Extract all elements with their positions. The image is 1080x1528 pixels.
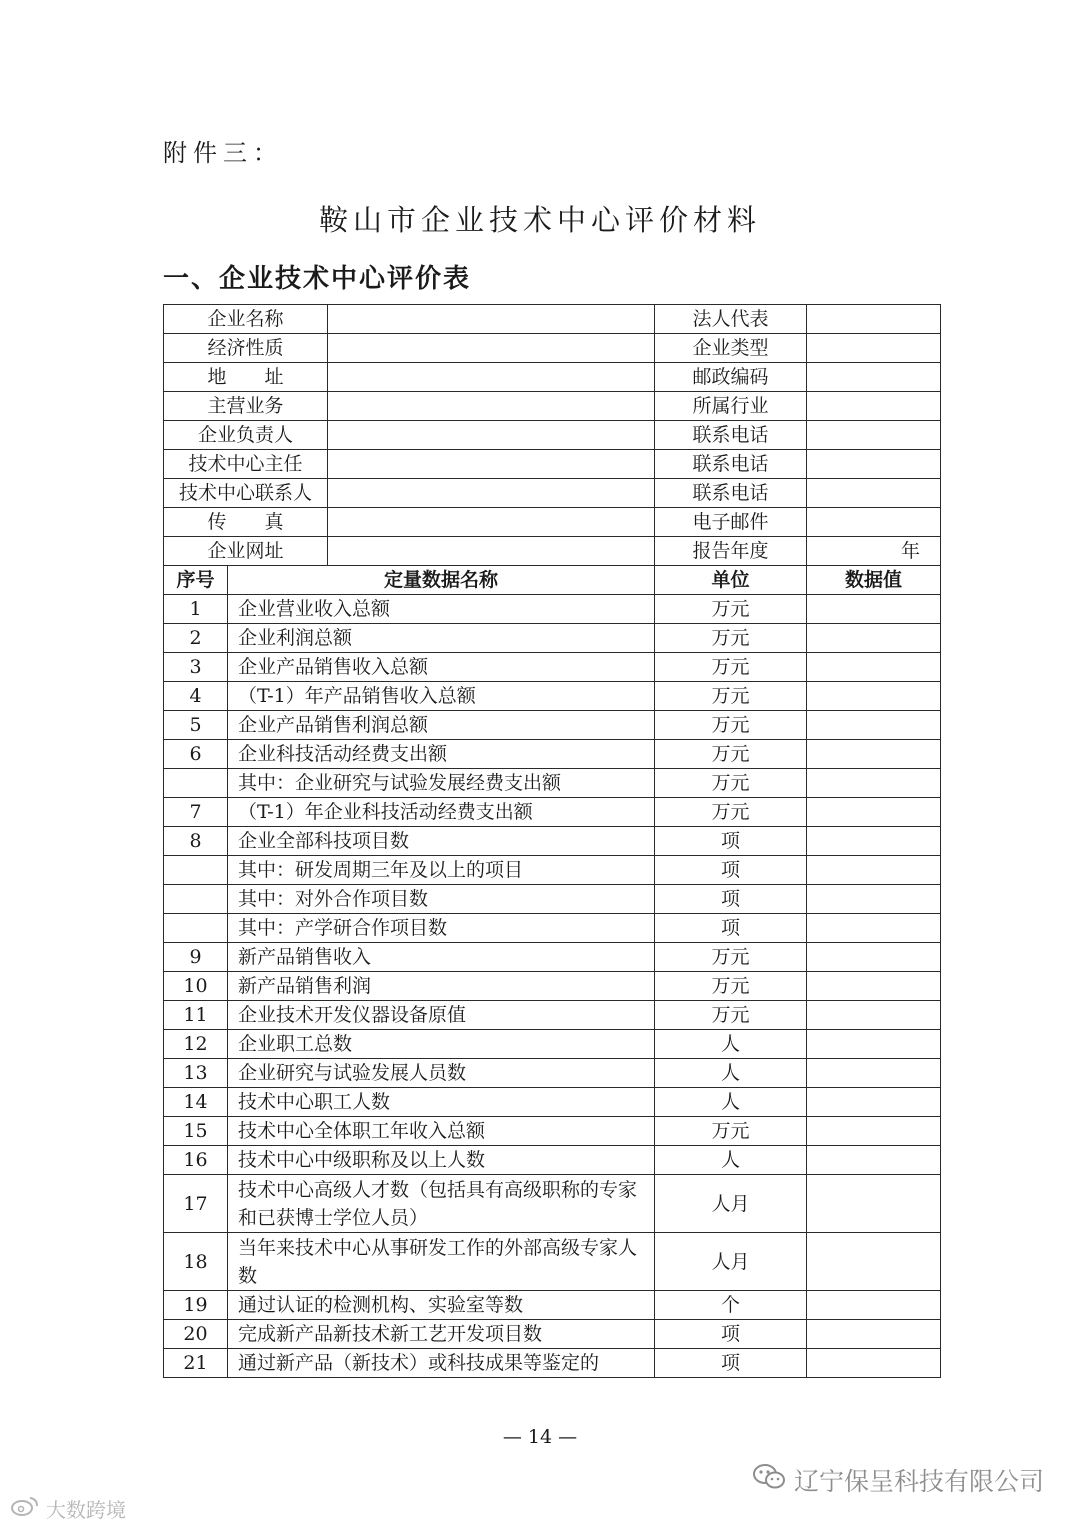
row-unit: 万元 bbox=[655, 1001, 807, 1030]
header-no: 序号 bbox=[164, 566, 228, 595]
row-number bbox=[164, 769, 228, 798]
header-value: 数据值 bbox=[807, 566, 941, 595]
row-name: 企业产品销售收入总额 bbox=[228, 653, 655, 682]
info-label: 传 真 bbox=[164, 508, 328, 537]
data-row bbox=[164, 856, 941, 885]
row-unit: 万元 bbox=[655, 769, 807, 798]
info-row bbox=[164, 363, 941, 392]
attachment-label: 附件三： bbox=[163, 139, 283, 167]
row-value-field[interactable] bbox=[807, 827, 941, 856]
info-value-field[interactable] bbox=[328, 392, 655, 421]
row-number: 14 bbox=[164, 1088, 228, 1117]
info-value-field[interactable] bbox=[328, 479, 655, 508]
data-row bbox=[164, 827, 941, 856]
row-unit: 万元 bbox=[655, 682, 807, 711]
row-number: 9 bbox=[164, 943, 228, 972]
info-value-field[interactable] bbox=[328, 305, 655, 334]
row-name: 企业利润总额 bbox=[228, 624, 655, 653]
row-value-field[interactable] bbox=[807, 798, 941, 827]
data-row bbox=[164, 682, 941, 711]
data-row bbox=[164, 1349, 941, 1378]
data-row bbox=[164, 972, 941, 1001]
row-value-field[interactable] bbox=[807, 1059, 941, 1088]
row-value-field[interactable] bbox=[807, 624, 941, 653]
row-number: 8 bbox=[164, 827, 228, 856]
row-number: 11 bbox=[164, 1001, 228, 1030]
row-name: 企业全部科技项目数 bbox=[228, 827, 655, 856]
row-unit: 人月 bbox=[655, 1233, 807, 1291]
data-row bbox=[164, 1175, 941, 1233]
row-value-field[interactable] bbox=[807, 595, 941, 624]
info-label: 技术中心联系人 bbox=[164, 479, 328, 508]
row-unit: 项 bbox=[655, 914, 807, 943]
info-row bbox=[164, 450, 941, 479]
row-value-field[interactable] bbox=[807, 1291, 941, 1320]
data-row bbox=[164, 1320, 941, 1349]
row-value-field[interactable] bbox=[807, 682, 941, 711]
row-value-field[interactable] bbox=[807, 885, 941, 914]
row-unit: 万元 bbox=[655, 595, 807, 624]
info-row bbox=[164, 421, 941, 450]
info-value-field[interactable] bbox=[328, 450, 655, 479]
info-label: 地 址 bbox=[164, 363, 328, 392]
row-name: 企业营业收入总额 bbox=[228, 595, 655, 624]
info-row bbox=[164, 392, 941, 421]
info-section bbox=[164, 305, 941, 566]
info-value-field[interactable] bbox=[328, 537, 655, 566]
row-name: 新产品销售利润 bbox=[228, 972, 655, 1001]
data-row bbox=[164, 1059, 941, 1088]
row-name: 其中：研发周期三年及以上的项目 bbox=[228, 856, 655, 885]
row-number: 15 bbox=[164, 1117, 228, 1146]
row-unit: 万元 bbox=[655, 972, 807, 1001]
row-number: 13 bbox=[164, 1059, 228, 1088]
row-value-field[interactable] bbox=[807, 740, 941, 769]
row-number: 5 bbox=[164, 711, 228, 740]
row-number bbox=[164, 856, 228, 885]
info-label: 所属行业 bbox=[655, 392, 807, 421]
row-number bbox=[164, 885, 228, 914]
row-unit: 万元 bbox=[655, 1117, 807, 1146]
row-unit: 万元 bbox=[655, 653, 807, 682]
page-number: — 14 — bbox=[502, 1426, 578, 1448]
row-name: 企业研究与试验发展人员数 bbox=[228, 1059, 655, 1088]
data-row bbox=[164, 769, 941, 798]
info-value-field[interactable] bbox=[328, 334, 655, 363]
row-number: 10 bbox=[164, 972, 228, 1001]
row-number: 6 bbox=[164, 740, 228, 769]
row-value-field[interactable] bbox=[807, 972, 941, 1001]
info-label: 联系电话 bbox=[655, 479, 807, 508]
evaluation-table bbox=[163, 304, 941, 1378]
row-number: 21 bbox=[164, 1349, 228, 1378]
row-value-field[interactable] bbox=[807, 1030, 941, 1059]
row-name: 技术中心高级人才数（包括具有高级职称的专家和已获博士学位人员） bbox=[228, 1175, 655, 1233]
row-name: 其中：企业研究与试验发展经费支出额 bbox=[228, 769, 655, 798]
info-label: 邮政编码 bbox=[655, 363, 807, 392]
header-name: 定量数据名称 bbox=[228, 566, 655, 595]
data-row bbox=[164, 943, 941, 972]
row-value-field[interactable] bbox=[807, 1001, 941, 1030]
data-row bbox=[164, 624, 941, 653]
row-value-field[interactable] bbox=[807, 1146, 941, 1175]
row-number: 12 bbox=[164, 1030, 228, 1059]
document-title: 鞍山市企业技术中心评价材料 bbox=[318, 203, 761, 237]
info-label: 报告年度 bbox=[655, 537, 807, 566]
info-value-field[interactable] bbox=[807, 479, 941, 508]
data-row bbox=[164, 798, 941, 827]
row-value-field[interactable] bbox=[807, 1088, 941, 1117]
info-row bbox=[164, 305, 941, 334]
info-value-field[interactable] bbox=[807, 450, 941, 479]
row-unit: 万元 bbox=[655, 740, 807, 769]
row-unit: 人 bbox=[655, 1146, 807, 1175]
row-name: （T-1）年企业科技活动经费支出额 bbox=[228, 798, 655, 827]
row-name: 技术中心中级职称及以上人数 bbox=[228, 1146, 655, 1175]
row-name: 其中：产学研合作项目数 bbox=[228, 914, 655, 943]
data-section bbox=[164, 566, 941, 1378]
watermark-left-text: 大数跨境 bbox=[46, 1498, 126, 1522]
info-label: 技术中心主任 bbox=[164, 450, 328, 479]
row-name: 企业产品销售利润总额 bbox=[228, 711, 655, 740]
row-value-field[interactable] bbox=[807, 914, 941, 943]
info-label: 企业负责人 bbox=[164, 421, 328, 450]
info-label: 主营业务 bbox=[164, 392, 328, 421]
row-unit: 项 bbox=[655, 856, 807, 885]
row-number: 20 bbox=[164, 1320, 228, 1349]
wechat-icon bbox=[752, 1463, 786, 1497]
row-unit: 人月 bbox=[655, 1175, 807, 1233]
row-unit: 万元 bbox=[655, 798, 807, 827]
info-label: 企业网址 bbox=[164, 537, 328, 566]
data-row bbox=[164, 1088, 941, 1117]
data-row bbox=[164, 1001, 941, 1030]
row-name: 通过认证的检测机构、实验室等数 bbox=[228, 1291, 655, 1320]
data-row bbox=[164, 1117, 941, 1146]
row-unit: 项 bbox=[655, 827, 807, 856]
row-unit: 个 bbox=[655, 1291, 807, 1320]
data-row bbox=[164, 885, 941, 914]
row-number: 7 bbox=[164, 798, 228, 827]
row-value-field[interactable] bbox=[807, 1233, 941, 1291]
row-name: 企业科技活动经费支出额 bbox=[228, 740, 655, 769]
row-unit: 项 bbox=[655, 885, 807, 914]
data-row bbox=[164, 914, 941, 943]
info-value-field[interactable] bbox=[328, 508, 655, 537]
section-heading: 一、企业技术中心评价表 bbox=[163, 264, 472, 294]
info-label: 联系电话 bbox=[655, 421, 807, 450]
row-unit: 万元 bbox=[655, 624, 807, 653]
row-value-field[interactable] bbox=[807, 653, 941, 682]
info-label: 联系电话 bbox=[655, 450, 807, 479]
weibo-icon bbox=[10, 1495, 40, 1522]
row-name: 技术中心职工人数 bbox=[228, 1088, 655, 1117]
row-unit: 万元 bbox=[655, 711, 807, 740]
info-row bbox=[164, 537, 941, 566]
row-number: 16 bbox=[164, 1146, 228, 1175]
info-value-field[interactable]: 年 bbox=[807, 537, 941, 566]
row-number: 19 bbox=[164, 1291, 228, 1320]
data-row bbox=[164, 653, 941, 682]
data-row bbox=[164, 1146, 941, 1175]
row-number: 4 bbox=[164, 682, 228, 711]
row-name: 当年来技术中心从事研发工作的外部高级专家人数 bbox=[228, 1233, 655, 1291]
row-number bbox=[164, 914, 228, 943]
info-row bbox=[164, 334, 941, 363]
row-value-field[interactable] bbox=[807, 1117, 941, 1146]
info-value-field[interactable] bbox=[328, 363, 655, 392]
info-value-field[interactable] bbox=[807, 305, 941, 334]
info-value-field[interactable] bbox=[807, 421, 941, 450]
row-name: （T-1）年产品销售收入总额 bbox=[228, 682, 655, 711]
info-label: 经济性质 bbox=[164, 334, 328, 363]
row-name: 技术中心全体职工年收入总额 bbox=[228, 1117, 655, 1146]
info-label: 法人代表 bbox=[655, 305, 807, 334]
data-row bbox=[164, 711, 941, 740]
row-number: 1 bbox=[164, 595, 228, 624]
row-value-field[interactable] bbox=[807, 856, 941, 885]
row-unit: 人 bbox=[655, 1059, 807, 1088]
row-name: 其中：对外合作项目数 bbox=[228, 885, 655, 914]
data-header-row bbox=[164, 566, 941, 595]
info-label: 企业类型 bbox=[655, 334, 807, 363]
row-name: 完成新产品新技术新工艺开发项目数 bbox=[228, 1320, 655, 1349]
data-row bbox=[164, 595, 941, 624]
row-number: 3 bbox=[164, 653, 228, 682]
row-value-field[interactable] bbox=[807, 1349, 941, 1378]
info-value-field[interactable] bbox=[328, 421, 655, 450]
row-number: 18 bbox=[164, 1233, 228, 1291]
row-name: 通过新产品（新技术）或科技成果等鉴定的 bbox=[228, 1349, 655, 1378]
header-unit: 单位 bbox=[655, 566, 807, 595]
data-row bbox=[164, 1233, 941, 1291]
row-value-field[interactable] bbox=[807, 711, 941, 740]
row-name: 企业职工总数 bbox=[228, 1030, 655, 1059]
row-name: 新产品销售收入 bbox=[228, 943, 655, 972]
info-value-field[interactable] bbox=[807, 392, 941, 421]
info-row bbox=[164, 479, 941, 508]
info-value-field[interactable] bbox=[807, 508, 941, 537]
row-unit: 项 bbox=[655, 1349, 807, 1378]
row-value-field[interactable] bbox=[807, 1175, 941, 1233]
row-unit: 万元 bbox=[655, 943, 807, 972]
row-name: 企业技术开发仪器设备原值 bbox=[228, 1001, 655, 1030]
info-row bbox=[164, 508, 941, 537]
info-value-field[interactable] bbox=[807, 363, 941, 392]
info-label: 电子邮件 bbox=[655, 508, 807, 537]
row-value-field[interactable] bbox=[807, 769, 941, 798]
data-row bbox=[164, 1291, 941, 1320]
row-value-field[interactable] bbox=[807, 1320, 941, 1349]
row-unit: 人 bbox=[655, 1030, 807, 1059]
row-unit: 项 bbox=[655, 1320, 807, 1349]
watermark-left bbox=[10, 1494, 126, 1523]
row-number: 2 bbox=[164, 624, 228, 653]
data-row bbox=[164, 740, 941, 769]
row-unit: 人 bbox=[655, 1088, 807, 1117]
info-label: 企业名称 bbox=[164, 305, 328, 334]
watermark-right bbox=[752, 1462, 1044, 1498]
row-value-field[interactable] bbox=[807, 943, 941, 972]
row-number: 17 bbox=[164, 1175, 228, 1233]
watermark-right-text: 辽宁保呈科技有限公司 bbox=[793, 1467, 1044, 1496]
info-value-field[interactable] bbox=[807, 334, 941, 363]
data-row bbox=[164, 1030, 941, 1059]
